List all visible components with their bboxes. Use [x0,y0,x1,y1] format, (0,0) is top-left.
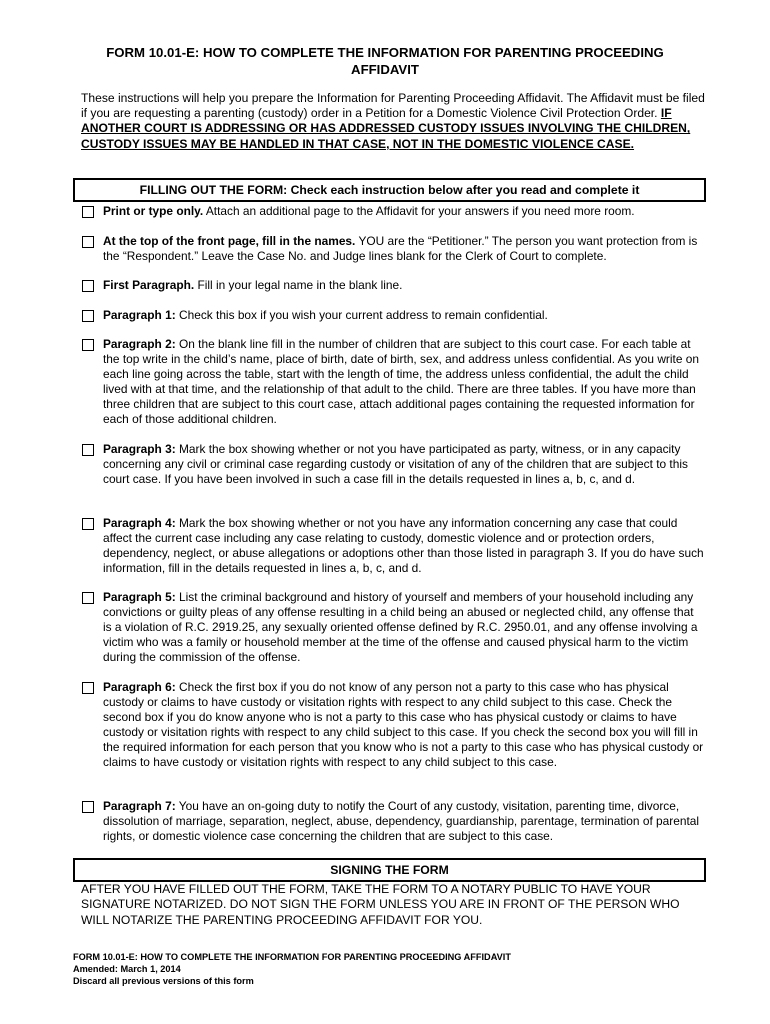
checkbox-first-paragraph[interactable] [82,280,94,292]
intro-text: These instructions will help you prepare the Information for Parenting Proceeding Affidavit. The Affidavit must be filed if you are requesting a parenting (custody) order in a Petition for a Domestic Violence Civil Protection Order. [81,91,705,121]
item-label: At the top of the front page, fill in the names. [103,234,356,248]
checkbox-paragraph-7[interactable] [82,801,94,813]
footer-amended-date: Amended: March 1, 2014 [73,964,181,975]
checkbox-names[interactable] [82,236,94,248]
item-label: Paragraph 6: [103,680,176,694]
instruction-item-paragraph-5 [82,590,704,665]
signing-instructions: AFTER YOU HAVE FILLED OUT THE FORM, TAKE THE FORM TO A NOTARY PUBLIC TO HAVE YOUR SIGNATURE NOTARIZED. DO NOT SIGN THE FORM UNLESS YOU ARE IN FRONT OF THE PERSON WHO WILL NOTARIZE THE PARENTING PROCEEDING AFFIDAVIT FOR YOU. [81,882,680,927]
checkbox-paragraph-5[interactable] [82,592,94,604]
title-line-1: FORM 10.01-E: HOW TO COMPLETE THE INFORMATION FOR PARENTING PROCEEDING [106,45,664,60]
item-label: Print or type only. [103,204,204,218]
checkbox-print[interactable] [82,206,94,218]
item-text: Check this box if you wish your current address to remain confidential. [175,308,548,322]
footer-form-title: FORM 10.01-E: HOW TO COMPLETE THE INFORMATION FOR PARENTING PROCEEDING AFFIDAVIT [73,952,511,962]
title-line-2: AFFIDAVIT [351,62,419,77]
intro-warning: IF ANOTHER COURT IS ADDRESSING OR HAS ADDRESSED CUSTODY ISSUES INVOLVING THE CHILDREN, CUSTODY ISSUES MAY BE HANDLED IN THAT CASE, NOT IN THE DOMESTIC VIOLENCE CASE. [81,106,691,151]
instruction-item-paragraph-4 [82,516,704,576]
item-text: Mark the box showing whether or not you have any information concerning any case that could affect the current case including any case relating to custody, domestic violence and or protection orders, dependency, neglect, or abuse allegations or adoptions other than those listed in paragraph 3. If you do have such information, fill in the details requested in lines a, b, c, and d. [103,516,704,576]
item-label: Paragraph 7: [103,799,176,813]
item-text: Fill in your legal name in the blank line. [194,278,403,292]
item-text: Attach an additional page to the Affidavit for your answers if you need more room. [203,204,635,218]
instruction-item-first-paragraph [82,278,704,293]
instruction-item-paragraph-7 [82,799,704,844]
item-label: Paragraph 2: [103,337,176,351]
filling-out-banner: FILLING OUT THE FORM: Check each instruction below after you read and complete it [73,178,706,202]
checkbox-paragraph-6[interactable] [82,682,94,694]
checkbox-paragraph-2[interactable] [82,339,94,351]
instruction-item-print [82,204,704,219]
footer-discard-note: Discard all previous versions of this form [73,976,254,987]
instruction-item-paragraph-3 [82,442,704,487]
item-label: First Paragraph. [103,278,195,292]
item-text: Mark the box showing whether or not you have participated as party, witness, or in any capacity concerning any civil or criminal case regarding custody or visitation of any of the children that are subject to this court case. If you have been involved in such a case fill in the details requested in lines a, b, c, and d. [103,442,688,487]
item-label: Paragraph 1: [103,308,176,322]
item-label: Paragraph 5: [103,590,176,604]
page-title [70,44,700,78]
instruction-item-paragraph-6 [82,680,704,771]
checkbox-paragraph-4[interactable] [82,518,94,530]
item-text: On the blank line fill in the number of children that are subject to this court case. For each table at the top write in the child’s name, place of birth, date of birth, sex, and address unless confidential. As you write on each line going across the table, start with the length of time, the address unless confidential, the adult the child lived with at that time, and the relationship of that adult to the child. There are three tables. If you have more than three children that are subject to this court case, attach additional pages containing the requested information for each of those additional children. [103,337,699,427]
instruction-item-paragraph-2 [82,337,704,428]
item-text: You have an on-going duty to notify the Court of any custody, visitation, parenting time, divorce, dissolution of marriage, separation, neglect, abuse, dependency, guardianship, parentage, termination of parental rights, or domestic violence case concerning the children that are subject to this case. [103,799,700,844]
instruction-item-paragraph-1 [82,308,704,323]
checkbox-paragraph-3[interactable] [82,444,94,456]
item-text: Check the first box if you do not know of any person not a party to this case who has physical custody or claims to have custody or visitation rights with respect to any child subject to this case. Check the second box if you do know anyone who is not a party to this case who has physical custody or claims to have custody or visitation rights with respect to any child subject to this case. If you check the second box you will fill in the required information for each person that you know who is not a party to this case who has physical custody or claims to have custody or visitation rights with respect to any child subject to this case. [103,680,704,770]
item-label: Paragraph 3: [103,442,176,456]
instruction-item-names [82,234,704,264]
checkbox-paragraph-1[interactable] [82,310,94,322]
signing-banner: SIGNING THE FORM [73,858,706,882]
form-footer [73,951,511,988]
item-text: YOU are the “Petitioner.” The person you want protection from is the “Respondent.” Leave the Case No. and Judge lines blank for the Clerk of Court to complete. [103,234,698,264]
item-text: List the criminal background and history of yourself and members of your household including any convictions or guilty pleas of any offense resulting in a child being an abused or neglected child, any offense that is a violation of R.C. 2919.25, any sexually oriented offense defined by R.C. 2950.01, and any offense involving a victim who was a family or household member at the time of the offense and caused physical harm to the victim during the commission of the offense. [103,590,698,665]
intro-paragraph [81,91,706,152]
item-label: Paragraph 4: [103,516,176,530]
